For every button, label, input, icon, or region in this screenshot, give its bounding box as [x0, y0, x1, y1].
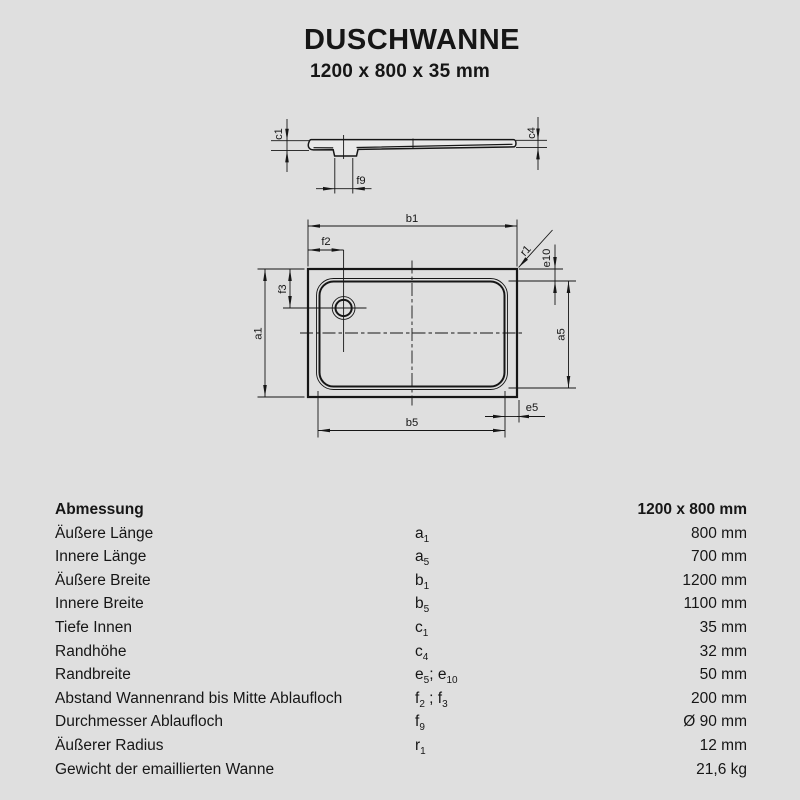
- row-label: Innere Länge: [55, 548, 147, 566]
- dim-label-b1: b1: [405, 213, 419, 225]
- dim-label-f3: f3: [277, 284, 289, 294]
- table-row: [55, 592, 747, 616]
- row-value: 21,6 kg: [696, 760, 747, 778]
- dim-label-f9: f9: [356, 175, 366, 187]
- row-label: Tiefe Innen: [55, 618, 132, 636]
- dim-c1: [273, 119, 287, 172]
- row-symbol: $a_5$: [415, 548, 430, 569]
- dim-b1: [308, 213, 517, 267]
- page-subtitle: 1200 x 800 x 35 mm: [309, 61, 491, 82]
- top-view: [253, 213, 577, 438]
- dim-a5: [509, 281, 577, 388]
- row-label: Äußere Breite: [55, 571, 151, 589]
- row-value: 700 mm: [691, 548, 747, 566]
- table-header-label: Abmessung: [55, 501, 144, 518]
- table-header-value: 1200 x 800 mm: [637, 501, 747, 518]
- dimension-table: [55, 498, 747, 781]
- table-row: [55, 640, 747, 664]
- tray-cross-section: [308, 140, 516, 156]
- row-value: 50 mm: [699, 666, 747, 684]
- dim-f3: [277, 269, 290, 308]
- row-label: Randbreite: [55, 666, 131, 684]
- table-row: [55, 663, 747, 687]
- table-header-row: [55, 498, 747, 522]
- row-value: Ø 90 mm: [683, 713, 747, 731]
- side-view: [271, 117, 547, 194]
- row-value: 200 mm: [691, 689, 747, 707]
- table-row: [55, 522, 747, 546]
- dim-label-e10: e10: [541, 248, 553, 268]
- dim-label-c4: c4: [526, 127, 538, 139]
- table-row: [55, 545, 747, 569]
- row-symbol: $f_9$: [415, 713, 425, 734]
- dim-label-b5: b5: [405, 417, 419, 429]
- row-label: Äußere Länge: [55, 524, 154, 542]
- row-value: 1200 mm: [682, 571, 747, 589]
- row-label: Äußerer Radius: [55, 736, 164, 754]
- dim-e10: [509, 245, 577, 306]
- row-value: 35 mm: [699, 618, 747, 636]
- table-row: [55, 569, 747, 593]
- page-title: DUSCHWANNE: [303, 24, 521, 56]
- row-symbol: $b_1$: [415, 571, 430, 592]
- dim-label-a1: a1: [252, 327, 265, 340]
- table-row: [55, 734, 747, 758]
- row-symbol: $f_2$ ; $f_3$: [415, 689, 448, 710]
- row-symbol: $e_5$; $e_{10}$: [415, 666, 458, 687]
- row-label: Randhöhe: [55, 642, 127, 660]
- row-value: 800 mm: [691, 524, 747, 542]
- dim-label-r1: r1: [518, 243, 534, 259]
- row-symbol: $b_5$: [415, 595, 430, 616]
- row-label: Innere Breite: [55, 595, 144, 613]
- table-row: [55, 616, 747, 640]
- row-symbol: $r_1$: [415, 736, 426, 758]
- row-symbol: $a_1$: [415, 524, 430, 545]
- dim-label-c1: c1: [273, 128, 285, 140]
- row-label: Abstand Wannenrand bis Mitte Ablaufloch: [55, 689, 343, 707]
- table-row: [55, 687, 747, 711]
- dim-f9: [316, 158, 372, 194]
- dim-label-e5: e5: [525, 402, 539, 414]
- dim-label-a5: a5: [555, 328, 568, 341]
- row-value: 1100 mm: [683, 595, 747, 613]
- row-value: 32 mm: [699, 642, 747, 660]
- dim-label-f2: f2: [321, 236, 331, 248]
- dim-c4: [526, 117, 538, 170]
- dim-f2: [308, 236, 344, 250]
- table-row: [55, 758, 747, 782]
- row-label: Gewicht der emaillierten Wanne: [55, 760, 275, 778]
- row-symbol: $c_1$: [415, 618, 429, 640]
- row-symbol: $c_4$: [415, 642, 429, 663]
- row-value: 12 mm: [699, 736, 747, 754]
- table-row: [55, 710, 747, 734]
- row-label: Durchmesser Ablaufloch: [55, 713, 223, 731]
